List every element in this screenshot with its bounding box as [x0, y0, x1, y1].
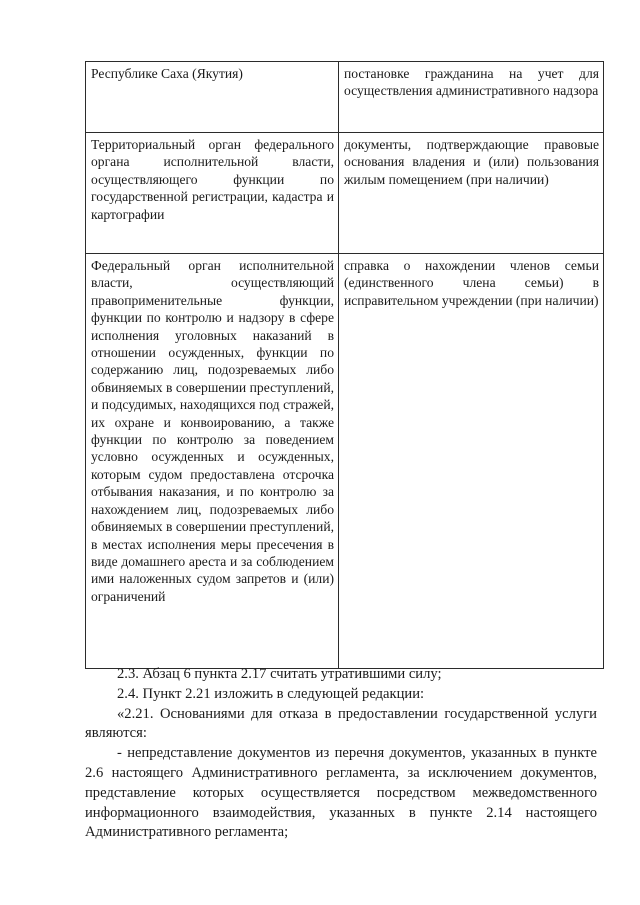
agencies-documents-table: [85, 61, 604, 669]
paragraph-clause-2-3: 2.3. Абзац 6 пункта 2.17 считать утратившими силу;: [117, 666, 442, 682]
paragraph-clause-2-4: 2.4. Пункт 2.21 изложить в следующей редакции:: [117, 685, 425, 702]
document-body-text: [85, 665, 597, 843]
document-cell: постановке гражданина на учет для осуществления административного надзора: [339, 62, 604, 133]
paragraph-clause-2-21: «2.21. Основаниями для отказа в предоставлении государственной услуги являются:: [85, 705, 597, 742]
document-cell: справка о нахождении членов семьи (единственного члена семьи) в исправительном учреждении (при наличии): [339, 254, 604, 669]
agency-cell: Республике Саха (Якутия): [86, 62, 339, 133]
paragraph-refusal-ground: - непредставление документов из перечня документов, указанных в пункте 2.6 настоящего Административного регламента, за исключением документов, представление которых осуществляется посредством межведомственного информационного взаимодействия, указанных в пункте 2.14 настоящего Административного регламента;: [85, 745, 597, 841]
table-row: [86, 254, 604, 669]
agency-cell: Территориальный орган федерального органа исполнительной власти, осуществляющего функции по государственной регистрации, кадастра и картографии: [86, 133, 339, 254]
document-cell: документы, подтверждающие правовые основания владения и (или) пользования жилым помещением (при наличии): [339, 133, 604, 254]
table-row: [86, 62, 604, 133]
agency-cell: Федеральный орган исполнительной власти, осуществляющий правоприменительные функции, функции по контролю и надзору в сфере исполнения уголовных наказаний в отношении осужденных, функции по содержанию лиц, подозреваемых либо обвиняемых в совершении преступлений, и подсудимых, находящихся под стражей, их охране и конвоированию, а также функции по контролю за поведением условно осужденных и осужденных, которым судом предоставлена отсрочка отбывания наказания, и по контролю за нахождением лиц, подозреваемых либо обвиняемых в совершении преступлений, в местах исполнения меры пресечения в виде домашнего ареста и за соблюдением ими наложенных судом запретов и (или) ограничений: [86, 254, 339, 669]
table-row: [86, 133, 604, 254]
